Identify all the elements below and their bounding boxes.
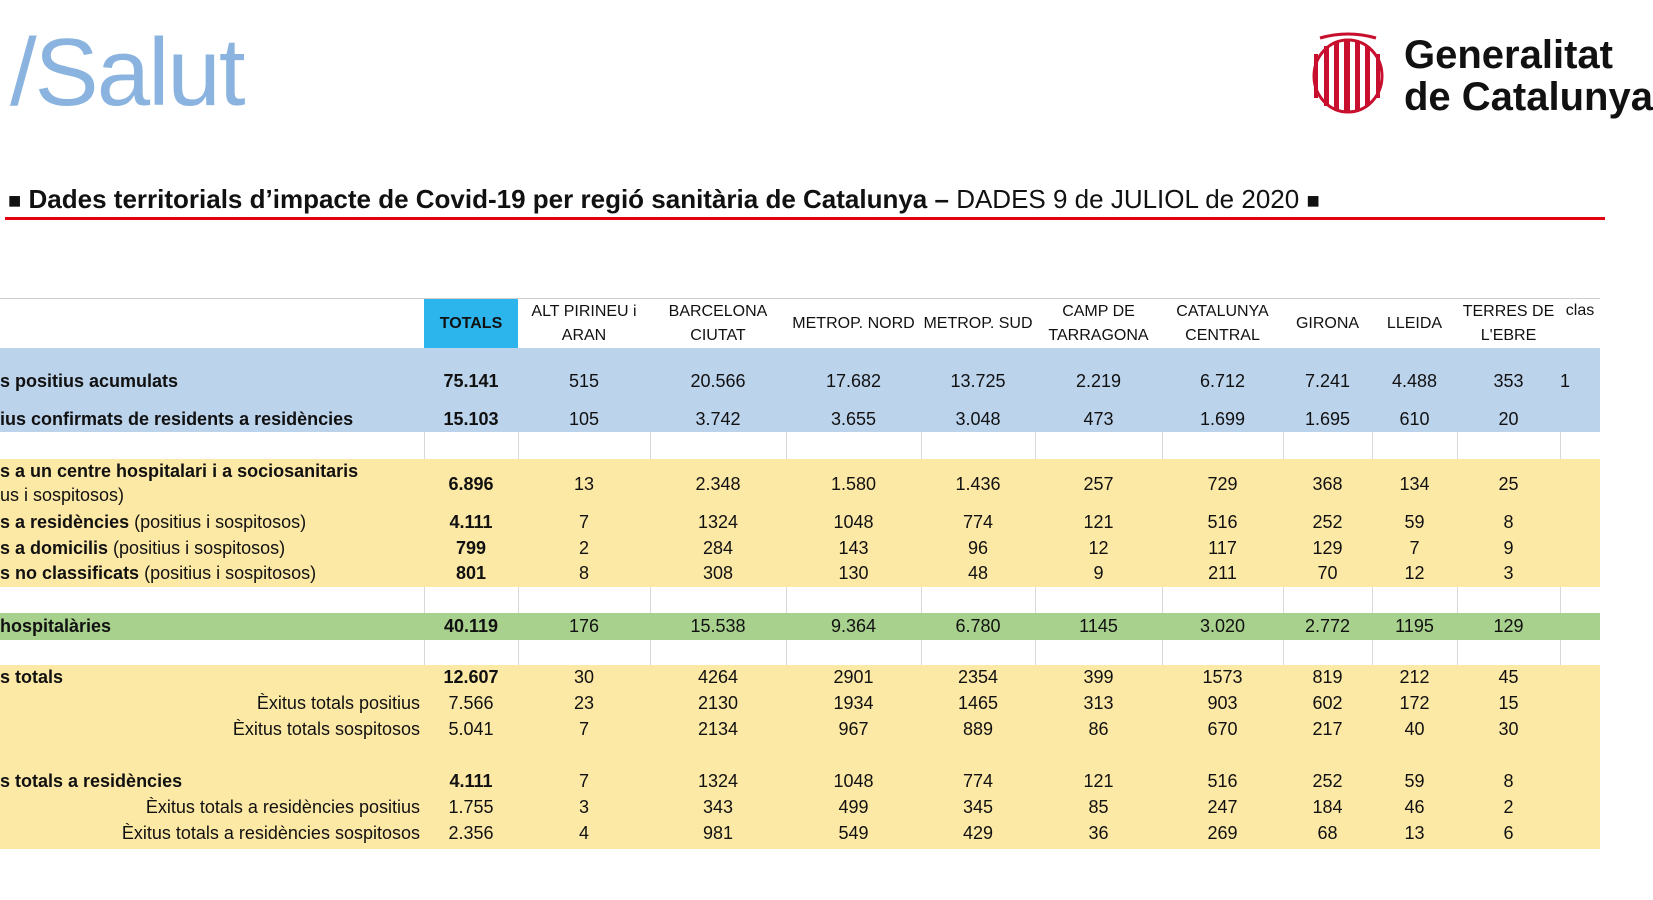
table-cell: [1560, 510, 1600, 535]
table-cell: 343: [702, 796, 734, 817]
column-header: [1162, 299, 1283, 348]
column-header-line-2: L'EBRE: [1480, 326, 1537, 344]
table-cell: 252: [1312, 770, 1343, 791]
column-header: [1283, 299, 1372, 348]
table-cell: 36: [1088, 822, 1109, 843]
table-cell: 2130: [697, 693, 739, 713]
row-label-bold: s totals a residències: [0, 770, 183, 791]
column-header: [1457, 299, 1560, 348]
row-label-bold: s a domicilis: [0, 538, 109, 558]
grid-line: [650, 587, 651, 613]
table-cell: 345: [962, 796, 994, 817]
row-label: [0, 459, 424, 509]
table-cell: 9: [1093, 563, 1104, 583]
total-cell: 1.755: [448, 796, 494, 817]
table-cell: 4.488: [1391, 370, 1438, 391]
grid-line: [1457, 587, 1458, 613]
table-cell: 96: [967, 538, 989, 558]
column-header-line-2: CENTRAL: [1185, 326, 1260, 344]
table-cell: 20.566: [690, 370, 746, 391]
row-label-text: Èxitus totals a residències sospitosos: [121, 822, 420, 843]
table-cell: 1324: [697, 770, 739, 791]
grid-line: [1162, 432, 1163, 459]
table-cell: 117: [1208, 538, 1237, 558]
row-label-text: (positius i sospitosos): [139, 563, 317, 583]
table-cell: 30: [1498, 718, 1519, 739]
table-cell: 602: [1312, 693, 1343, 713]
column-header-line-1: METROP. NORD: [792, 314, 915, 332]
table-cell: 9.364: [830, 616, 877, 636]
table-cell: 143: [838, 538, 869, 558]
table-cell: 3: [578, 796, 589, 817]
table-cell: 20: [1498, 408, 1519, 429]
grid-line: [786, 432, 787, 459]
column-header-line-2: CIUTAT: [690, 326, 746, 344]
table-cell: 13.725: [950, 370, 1006, 391]
table-cell: 2354: [957, 667, 999, 687]
table-cell: 2.348: [695, 473, 741, 494]
row-label-text: us i sospitosos): [0, 485, 125, 505]
grid-line: [1162, 587, 1163, 613]
grid-line: [650, 640, 651, 665]
grid-line: [424, 432, 425, 459]
table-cell: 729: [1207, 473, 1238, 494]
table-cell: 12: [1404, 563, 1425, 583]
grid-line: [518, 587, 519, 613]
table-cell: 23: [573, 693, 595, 713]
total-cell: 801: [455, 563, 487, 583]
table-cell: [1560, 406, 1600, 432]
table-cell: [1560, 613, 1600, 640]
title-square-left: ■: [8, 188, 22, 213]
table-cell: 819: [1312, 667, 1343, 687]
row-label-bold: s totals: [0, 667, 64, 687]
table-cell: 2.219: [1075, 370, 1122, 391]
column-header: [921, 299, 1035, 348]
column-header-line-2: TARRAGONA: [1048, 326, 1149, 344]
row-label: [0, 366, 424, 396]
total-cell: 7.566: [448, 693, 494, 713]
table-cell: [1560, 768, 1600, 794]
table-cell: 121: [1083, 512, 1114, 532]
table-cell: 399: [1083, 667, 1114, 687]
grid-line: [1283, 432, 1284, 459]
column-header: [1035, 299, 1162, 348]
grid-line: [921, 432, 922, 459]
table-cell: 7: [578, 718, 589, 739]
total-cell: 4.111: [449, 770, 493, 791]
table-cell: 1324: [697, 512, 739, 532]
table-cell: [1560, 794, 1600, 820]
table-cell: 429: [962, 822, 994, 843]
brand-line-2: de Catalunya: [1404, 75, 1653, 119]
table-cell: 1465: [957, 693, 999, 713]
total-cell: 6.896: [448, 473, 494, 494]
row-label-text: (positius i sospitosos): [129, 512, 307, 532]
table-cell: 1.580: [830, 473, 877, 494]
table-cell: 211: [1208, 563, 1237, 583]
row-label: [0, 510, 424, 535]
table-cell: 40: [1404, 718, 1425, 739]
table-cell: 7.241: [1304, 370, 1351, 391]
title-bold: Dades territorials d’impacte de Covid-19 per regió sanitària de Catalunya –: [28, 184, 949, 214]
grid-line: [650, 432, 651, 459]
column-header-line-1: GIRONA: [1295, 314, 1360, 332]
table-cell: 7: [1409, 538, 1420, 558]
table-cell: 8: [1503, 512, 1514, 532]
table-cell: 368: [1312, 473, 1343, 494]
table-cell: 105: [568, 408, 600, 429]
table-cell: 308: [702, 563, 734, 583]
grid-line: [1560, 640, 1561, 665]
column-header-line-1: TERRES DE: [1462, 302, 1555, 320]
row-label: [0, 691, 424, 716]
grid-line: [1372, 587, 1373, 613]
table-cell: 269: [1207, 822, 1238, 843]
table-cell: 17.682: [825, 370, 882, 391]
row-label-bold: s no classificats: [0, 563, 140, 583]
table-cell: 68: [1317, 822, 1338, 843]
total-cell: 75.141: [443, 370, 499, 391]
table-cell: 30: [573, 667, 595, 687]
grid-line: [424, 587, 425, 613]
column-header: [518, 299, 650, 348]
grid-line: [786, 640, 787, 665]
row-label: [0, 768, 424, 794]
column-header-line-1: clas: [1565, 302, 1595, 319]
table-cell: 25: [1498, 473, 1519, 494]
total-cell: 40.119: [443, 616, 499, 636]
column-header-line-1: LLEIDA: [1386, 314, 1443, 332]
table-cell: [1560, 691, 1600, 716]
row-label-text: Èxitus totals sospitosos: [232, 718, 420, 739]
table-cell: 9: [1503, 538, 1514, 558]
table-cell: 3.655: [830, 408, 877, 429]
salut-logo: /Salut: [10, 19, 244, 126]
grid-line: [1457, 640, 1458, 665]
table-cell: 3.020: [1199, 616, 1246, 636]
table-cell: 2: [1503, 796, 1514, 817]
table-cell: 85: [1088, 796, 1109, 817]
title-square-right: ■: [1306, 188, 1320, 213]
table-cell: 1048: [833, 512, 874, 532]
row-label: [0, 665, 424, 690]
row-label: [0, 820, 424, 846]
table-cell: 252: [1312, 512, 1343, 532]
table-cell: 217: [1312, 718, 1343, 739]
row-label-text: (positius i sospitosos): [108, 538, 286, 558]
table-cell: 7: [578, 770, 589, 791]
table-cell: 3.048: [955, 408, 1001, 429]
table-cell: 1: [1560, 370, 1571, 391]
table-cell: 3.742: [695, 408, 741, 429]
table-cell: 45: [1498, 667, 1519, 687]
grid-line: [921, 587, 922, 613]
table-cell: 13: [1404, 822, 1425, 843]
grid-line: [518, 640, 519, 665]
grid-line: [921, 640, 922, 665]
table-cell: 610: [1399, 408, 1430, 429]
table-cell: 6.780: [955, 616, 1001, 636]
table-cell: 134: [1399, 473, 1430, 494]
row-label: [0, 794, 424, 820]
grid-line: [1560, 432, 1561, 459]
table-cell: 2: [578, 538, 589, 558]
table-cell: 549: [838, 822, 869, 843]
grid-line: [518, 432, 519, 459]
column-header-line-1: CATALUNYA: [1176, 302, 1269, 320]
row-label-text: Èxitus totals a residències positius: [145, 796, 420, 817]
table-cell: 516: [1207, 770, 1238, 791]
grid-line: [1035, 587, 1036, 613]
table-cell: 176: [568, 616, 600, 636]
grid-line: [1560, 587, 1561, 613]
brand-line-1: Generalitat: [1404, 33, 1613, 77]
total-cell: 799: [455, 538, 487, 558]
table-cell: 4: [578, 822, 589, 843]
grid-line: [1035, 640, 1036, 665]
row-label: [0, 613, 424, 640]
row-label: [0, 716, 424, 742]
total-cell: 15.103: [443, 408, 499, 429]
table-cell: 130: [838, 563, 869, 583]
table-cell: 172: [1399, 693, 1430, 713]
grid-line: [424, 640, 425, 665]
table-cell: 59: [1404, 512, 1425, 532]
table-cell: 1.436: [955, 473, 1001, 494]
table-cell: 257: [1083, 473, 1114, 494]
table-cell: 121: [1083, 770, 1114, 791]
table-cell: 46: [1404, 796, 1425, 817]
row-label-bold: s positius acumulats: [0, 370, 179, 391]
table-cell: 1573: [1202, 667, 1243, 687]
table-cell: [1560, 561, 1600, 586]
table-cell: 247: [1207, 796, 1238, 817]
column-header-line-1: METROP. SUD: [923, 314, 1033, 332]
table-cell: [1560, 820, 1600, 846]
table-cell: 3: [1503, 563, 1514, 583]
table-cell: 129: [1493, 616, 1524, 636]
row-label-bold: ius confirmats de residents a residències: [0, 408, 354, 429]
table-cell: 1.695: [1304, 408, 1351, 429]
row-label-bold: hospitalàries: [0, 616, 112, 636]
table-cell: 1048: [833, 770, 874, 791]
column-header: [650, 299, 786, 348]
table-cell: 473: [1083, 408, 1114, 429]
row-label-bold: s a un centre hospitalari i a sociosanitaris: [0, 461, 359, 481]
column-header: [1560, 299, 1600, 348]
grid-line: [1035, 432, 1036, 459]
total-cell: 4.111: [449, 512, 493, 532]
table-cell: 1195: [1395, 616, 1434, 636]
table-cell: 1145: [1079, 616, 1118, 636]
grid-line: [1372, 432, 1373, 459]
table-cell: 184: [1312, 796, 1343, 817]
column-header-line-1: ALT PIRINEU i: [531, 302, 637, 320]
table-cell: 86: [1088, 718, 1109, 739]
table-cell: [1560, 716, 1600, 742]
row-label-text: Èxitus totals positius: [256, 693, 420, 713]
table-cell: 284: [702, 538, 734, 558]
table-cell: [1560, 459, 1600, 509]
table-cell: 8: [1503, 770, 1514, 791]
table-cell: 6.712: [1199, 370, 1246, 391]
column-header-line-1: BARCELONA: [668, 302, 768, 320]
table-cell: 670: [1207, 718, 1238, 739]
table-cell: 15: [1498, 693, 1519, 713]
table-cell: 499: [838, 796, 869, 817]
table-cell: 13: [573, 473, 595, 494]
table-cell: 70: [1317, 563, 1338, 583]
grid-line: [1372, 640, 1373, 665]
grid-line: [1283, 587, 1284, 613]
row-label: [0, 536, 424, 561]
row-label-bold: s a residències: [0, 512, 130, 532]
total-cell: 2.356: [448, 822, 494, 843]
column-header-line-2: ARAN: [561, 326, 607, 344]
table-cell: 129: [1312, 538, 1343, 558]
table-cell: 12: [1088, 538, 1109, 558]
table-cell: 1934: [833, 693, 874, 713]
table-cell: 8: [578, 563, 589, 583]
table-cell: 59: [1404, 770, 1425, 791]
table-cell: 2.772: [1304, 616, 1351, 636]
table-cell: 774: [962, 512, 994, 532]
row-label: [0, 406, 424, 432]
table-cell: 313: [1083, 693, 1114, 713]
column-header: [1372, 299, 1457, 348]
table-cell: 967: [838, 718, 869, 739]
total-cell: 5.041: [448, 718, 494, 739]
grid-line: [1162, 640, 1163, 665]
table-cell: 353: [1493, 370, 1524, 391]
grid-line: [1457, 432, 1458, 459]
title-date: DADES 9 de JULIOL de 2020: [948, 184, 1300, 214]
column-header: [424, 299, 518, 348]
table-cell: 7: [578, 512, 589, 532]
row-label: [0, 561, 424, 586]
table-cell: 774: [962, 770, 994, 791]
column-header-line-1: TOTALS: [439, 314, 503, 332]
table-cell: 1.699: [1199, 408, 1246, 429]
grid-line: [786, 587, 787, 613]
table-cell: 2134: [697, 718, 739, 739]
column-header: [786, 299, 921, 348]
grid-line: [1283, 640, 1284, 665]
table-cell: [1560, 665, 1600, 690]
table-cell: 212: [1399, 667, 1430, 687]
table-cell: 6: [1503, 822, 1514, 843]
table-cell: 903: [1207, 693, 1238, 713]
table-cell: 981: [702, 822, 734, 843]
table-cell: 15.538: [690, 616, 746, 636]
table-cell: [1560, 536, 1600, 561]
column-header-line-1: CAMP DE: [1062, 302, 1135, 320]
table-cell: 515: [568, 370, 600, 391]
table-cell: 48: [967, 563, 989, 583]
table-cell: 889: [962, 718, 994, 739]
table-cell: 2901: [833, 667, 874, 687]
table-cell: 4264: [697, 667, 739, 687]
table-cell: 516: [1207, 512, 1238, 532]
total-cell: 12.607: [443, 667, 499, 687]
